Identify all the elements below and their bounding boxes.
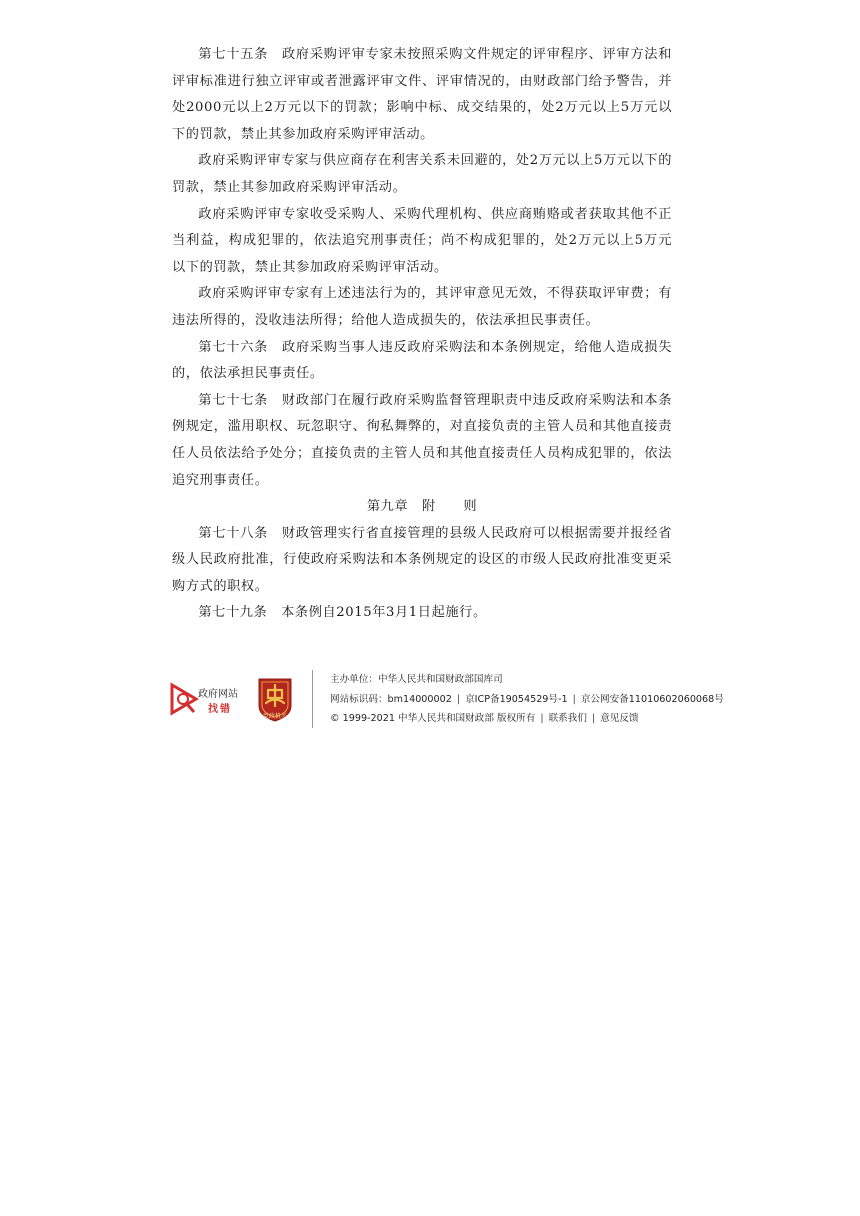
sponsor-line: 主办单位：中华人民共和国财政部国库司: [330, 674, 503, 685]
police-record-link[interactable]: 京公网安备11010602060068号: [580, 693, 724, 705]
article-75-text: 政府采购评审专家未按照采购文件规定的评审程序、评审方法和评审标准进行独立评审或者泄露评审文件、评审情况的，由财政部门给予警告，并处2000元以上2万元以下的罚款；影响中标、成交结果的，处2万元以上5万元以下的罚款，禁止其参加政府采购评审活动。: [172, 47, 672, 142]
article-78-label: 第七十八条: [198, 525, 269, 541]
article-75-paragraph-4: 政府采购评审专家有上述违法行为的，其评审意见无效，不得获取评审费；有违法所得的，没收违法所得；给他人造成损失的，依法承担民事责任。: [172, 286, 672, 328]
article-75-label: 第七十五条: [198, 47, 269, 62]
article-79-label: 第七十九条: [198, 605, 268, 621]
article-76: [172, 335, 672, 388]
site-footer: [170, 668, 730, 730]
article-78-text: 财政管理实行省直接管理的县级人民政府可以根据需要并报经省级人民政府批准，行使政府采购法和本条例规定的设区的市级人民政府批准变更采购方式的职权。: [172, 525, 672, 594]
article-75-paragraph-2: 政府采购评审专家与供应商存在利害关系未回避的，处2万元以上5万元以下的罚款，禁止其参加政府采购评审活动。: [172, 153, 672, 195]
copyright: © 1999-2021 中华人民共和国财政部 版权所有: [330, 713, 536, 724]
article-77-text: 财政部门在履行政府采购监督管理职责中违反政府采购法和本条例规定，滥用职权、玩忽职守、徇私舞弊的，对直接负责的主管人员和其他直接责任人员依法给予处分；直接负责的主管人员和其他直接责任人员构成犯罪的，依法追究刑事责任。: [172, 392, 672, 488]
party-government-seal[interactable]: [256, 676, 294, 722]
regulation-text: [172, 42, 672, 627]
article-77: [172, 388, 672, 494]
icp-link[interactable]: 京ICP备19054529号-1: [465, 693, 568, 705]
error-report-title: 政府网站: [198, 689, 238, 700]
separator: |: [540, 713, 544, 724]
error-report-subtitle: 找错: [208, 704, 232, 715]
website-error-report-link[interactable]: [170, 682, 246, 716]
site-id: 网站标识码：bm14000002: [330, 693, 452, 705]
seal-caption: 党政机关: [262, 713, 287, 720]
article-78: [172, 521, 672, 601]
article-75-paragraph-3: 政府采购评审专家收受采购人、采购代理机构、供应商贿赂或者获取其他不正当利益，构成犯罪的，依法追究刑事责任；尚不构成犯罪的，处2万元以上5万元以下的罚款，禁止其参加政府采购评审活动。: [172, 206, 672, 275]
footer-info: [330, 670, 730, 729]
footer-divider: [312, 670, 313, 728]
article-77-label: 第七十七条: [198, 392, 269, 408]
article-75: [172, 42, 672, 148]
chapter-heading: 第九章 附 则: [366, 499, 478, 515]
separator: |: [591, 713, 596, 724]
article-79: [172, 600, 672, 627]
separator: |: [456, 693, 461, 705]
article-76-label: 第七十六条: [198, 339, 269, 355]
separator: |: [572, 693, 576, 705]
copyright-line: [330, 709, 730, 729]
article-79-text: 本条例自2015年3月1日起施行。: [281, 605, 487, 621]
contact-us-link[interactable]: 联系我们: [548, 713, 587, 724]
article-76-text: 政府采购当事人违反政府采购法和本条例规定，给他人造成损失的，依法承担民事责任。: [172, 339, 672, 382]
feedback-link[interactable]: 意见反馈: [600, 713, 639, 724]
registration-line: [330, 690, 730, 710]
